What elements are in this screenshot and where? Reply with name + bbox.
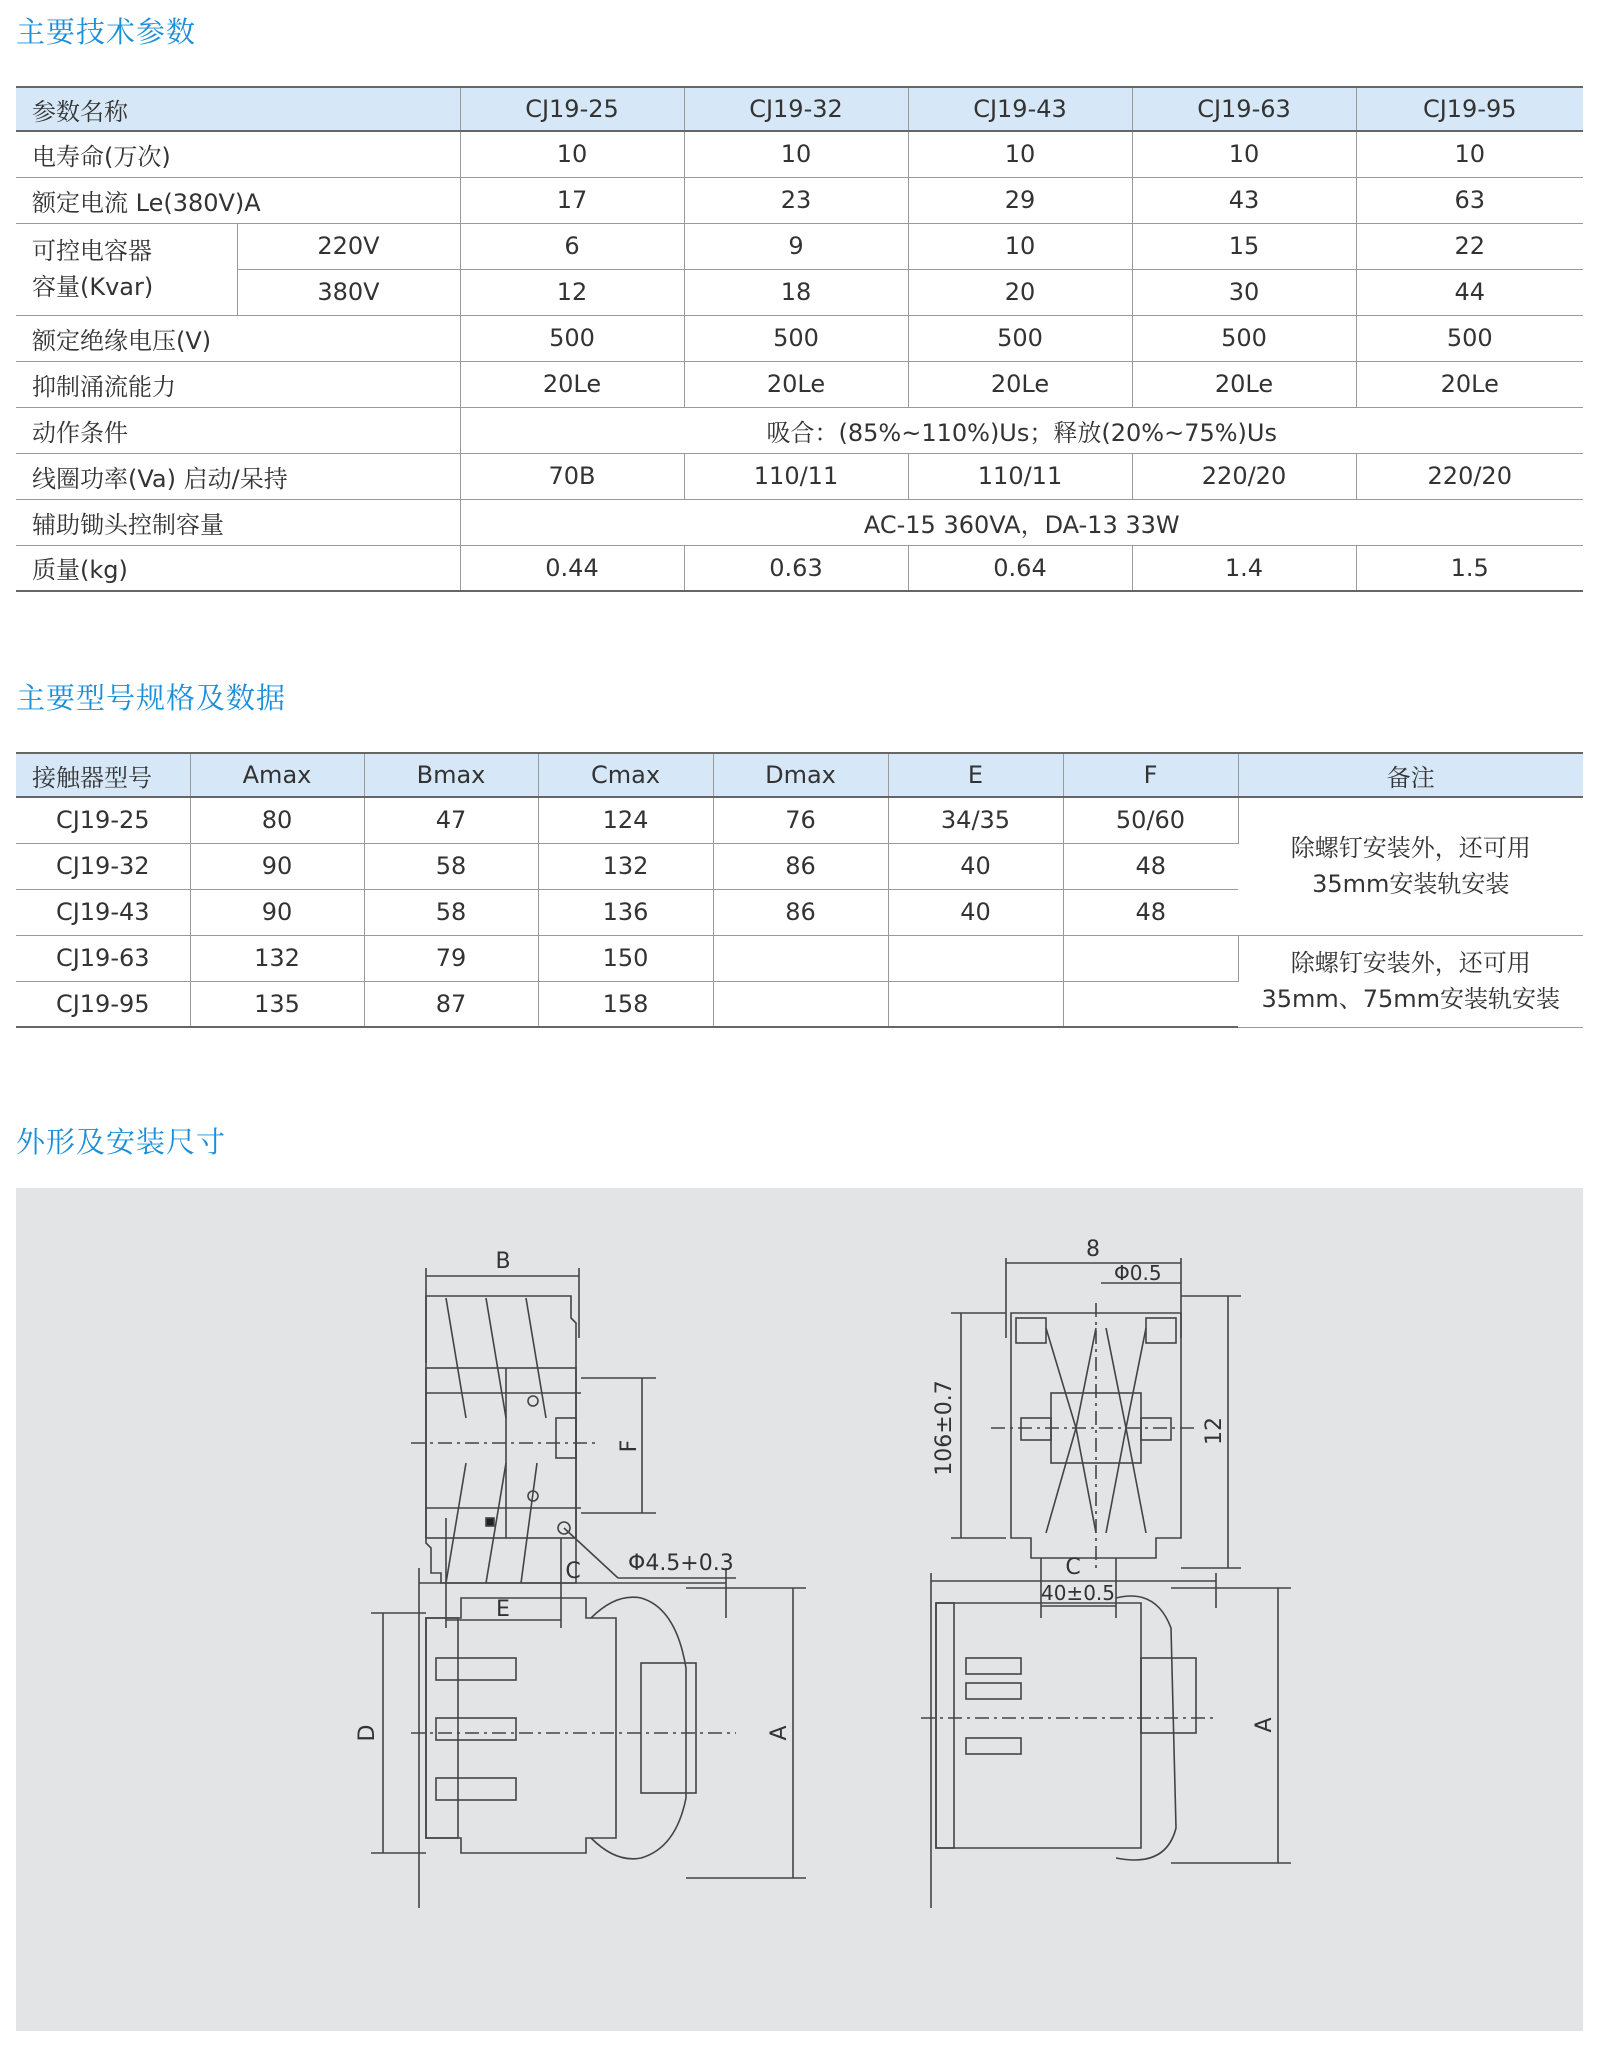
dim-label-f: F xyxy=(617,1439,642,1453)
table-row xyxy=(16,545,1583,591)
row-label: 动作条件 xyxy=(16,407,460,453)
bottom-right-drawing xyxy=(921,1573,1291,1908)
dim-label-c1: C xyxy=(565,1559,581,1584)
cell: 1.4 xyxy=(1132,545,1356,591)
cell: 44 xyxy=(1356,269,1583,315)
cell: 0.64 xyxy=(908,545,1132,591)
dim-label-phi05: Φ0.5 xyxy=(1114,1261,1162,1285)
row-label-capacity xyxy=(16,223,237,315)
table-row xyxy=(16,223,1583,269)
note-line: 除螺钉安装外，还可用 xyxy=(1290,834,1531,863)
params-header-name: 参数名称 xyxy=(16,87,460,131)
cell: 40 xyxy=(888,889,1063,935)
params-header-col: CJ19-43 xyxy=(908,87,1132,131)
note-line: 35mm安装轨安装 xyxy=(1312,870,1510,899)
dim-label-d: D xyxy=(355,1724,380,1742)
cell: 90 xyxy=(190,843,364,889)
dim-label-e: E xyxy=(496,1597,510,1622)
cell: 87 xyxy=(364,981,538,1027)
dim-label-c2: C xyxy=(1065,1555,1081,1580)
dim-label-a2: A xyxy=(1252,1717,1277,1733)
cell: 124 xyxy=(538,797,713,843)
models-header-col: F xyxy=(1063,753,1238,797)
cell: 20Le xyxy=(460,361,684,407)
cell: 10 xyxy=(460,131,684,177)
cell: 80 xyxy=(190,797,364,843)
dims-section-title: 外形及安装尺寸 xyxy=(16,1125,227,1159)
cell: 48 xyxy=(1063,889,1238,935)
cell: 1.5 xyxy=(1356,545,1583,591)
cell xyxy=(1063,981,1238,1027)
cell: 136 xyxy=(538,889,713,935)
params-header-col: CJ19-95 xyxy=(1356,87,1583,131)
params-header-col: CJ19-25 xyxy=(460,87,684,131)
models-header-col: 接触器型号 xyxy=(16,753,190,797)
cell xyxy=(888,981,1063,1027)
row-label: 线圈功率(Va) 启动/呆持 xyxy=(16,453,460,499)
cell: 30 xyxy=(1132,269,1356,315)
cell: 86 xyxy=(713,889,888,935)
cell: CJ19-95 xyxy=(16,981,190,1027)
cell: 90 xyxy=(190,889,364,935)
table-row xyxy=(16,269,1583,315)
models-table xyxy=(16,752,1583,1028)
dim-label-right-h: 12 xyxy=(1202,1417,1227,1445)
table-row xyxy=(16,407,1583,453)
capacity-label-line1: 可控电容器 xyxy=(32,237,152,265)
cell: 20Le xyxy=(908,361,1132,407)
cell: 500 xyxy=(1356,315,1583,361)
dim-label-bottom-w: 40±0.5 xyxy=(1040,1581,1116,1605)
cell: 500 xyxy=(1132,315,1356,361)
cell: 48 xyxy=(1063,843,1238,889)
cell: 15 xyxy=(1132,223,1356,269)
row-label: 电寿命(万次) xyxy=(16,131,460,177)
row-label: 额定绝缘电压(V) xyxy=(16,315,460,361)
cell: 86 xyxy=(713,843,888,889)
cell: 76 xyxy=(713,797,888,843)
cell: 43 xyxy=(1132,177,1356,223)
params-header-col: CJ19-32 xyxy=(684,87,908,131)
cell: 10 xyxy=(1132,131,1356,177)
cell: 58 xyxy=(364,843,538,889)
note-line: 除螺钉安装外，还可用 xyxy=(1290,949,1531,977)
table-row xyxy=(16,361,1583,407)
cell: 10 xyxy=(1356,131,1583,177)
cell: 150 xyxy=(538,935,713,981)
merged-cell: AC-15 360VA，DA-13 33W xyxy=(460,499,1583,545)
cell: 500 xyxy=(460,315,684,361)
row-label: 质量(kg) xyxy=(16,545,460,591)
capacity-label-line2: 容量(Kvar) xyxy=(32,273,154,301)
cell xyxy=(713,981,888,1027)
cell: 58 xyxy=(364,889,538,935)
cell: 20Le xyxy=(1356,361,1583,407)
cell: 500 xyxy=(684,315,908,361)
cell: 79 xyxy=(364,935,538,981)
cell: 20 xyxy=(908,269,1132,315)
table-row xyxy=(16,797,1583,843)
models-header-col: Dmax xyxy=(713,753,888,797)
cell xyxy=(1063,935,1238,981)
cell: CJ19-63 xyxy=(16,935,190,981)
dim-label-b: B xyxy=(495,1249,511,1274)
table-row xyxy=(16,177,1583,223)
cell: CJ19-43 xyxy=(16,889,190,935)
cell: 500 xyxy=(908,315,1132,361)
bottom-left-drawing xyxy=(371,1568,806,1908)
table-row xyxy=(16,453,1583,499)
cell xyxy=(713,935,888,981)
cell xyxy=(888,935,1063,981)
cell: 20Le xyxy=(684,361,908,407)
sub-label: 380V xyxy=(237,269,460,315)
models-header-col: Bmax xyxy=(364,753,538,797)
cell: 47 xyxy=(364,797,538,843)
table-row xyxy=(16,935,1583,981)
cell: 34/35 xyxy=(888,797,1063,843)
row-label: 辅助锄头控制容量 xyxy=(16,499,460,545)
note-cell xyxy=(1238,935,1583,1027)
models-header-row xyxy=(16,753,1583,797)
cell: 12 xyxy=(460,269,684,315)
dim-label-height: 106±0.7 xyxy=(932,1380,957,1476)
table-row xyxy=(16,131,1583,177)
models-header-col: 备注 xyxy=(1238,753,1583,797)
models-section-title: 主要型号规格及数据 xyxy=(16,681,287,715)
row-label: 抑制涌流能力 xyxy=(16,361,460,407)
dim-label-top-width: 8 xyxy=(1086,1237,1100,1262)
cell: 135 xyxy=(190,981,364,1027)
cell: 63 xyxy=(1356,177,1583,223)
cell: 158 xyxy=(538,981,713,1027)
models-header-col: Amax xyxy=(190,753,364,797)
dim-label-hole: Φ4.5+0.3 xyxy=(628,1551,734,1576)
cell: 29 xyxy=(908,177,1132,223)
cell: 110/11 xyxy=(684,453,908,499)
models-header-col: E xyxy=(888,753,1063,797)
note-line: 35mm、75mm安装轨安装 xyxy=(1261,985,1561,1013)
cell: 70B xyxy=(460,453,684,499)
cell: CJ19-25 xyxy=(16,797,190,843)
params-header-col: CJ19-63 xyxy=(1132,87,1356,131)
params-table xyxy=(16,86,1583,592)
cell: 132 xyxy=(190,935,364,981)
cell: 220/20 xyxy=(1132,453,1356,499)
note-cell xyxy=(1238,797,1583,935)
cell: 132 xyxy=(538,843,713,889)
models-header-col: Cmax xyxy=(538,753,713,797)
table-row xyxy=(16,315,1583,361)
cell: 40 xyxy=(888,843,1063,889)
drawings-svg xyxy=(16,1188,1583,2031)
row-label: 额定电流 Le(380V)A xyxy=(16,177,460,223)
cell: 10 xyxy=(684,131,908,177)
cell: CJ19-32 xyxy=(16,843,190,889)
sub-label: 220V xyxy=(237,223,460,269)
cell: 10 xyxy=(908,131,1132,177)
cell: 110/11 xyxy=(908,453,1132,499)
cell: 9 xyxy=(684,223,908,269)
cell: 17 xyxy=(460,177,684,223)
cell: 18 xyxy=(684,269,908,315)
merged-cell: 吸合：(85%~110%)Us；释放(20%~75%)Us xyxy=(460,407,1583,453)
cell: 0.44 xyxy=(460,545,684,591)
dim-label-a1: A xyxy=(767,1725,792,1741)
cell: 23 xyxy=(684,177,908,223)
cell: 220/20 xyxy=(1356,453,1583,499)
cell: 10 xyxy=(908,223,1132,269)
cell: 0.63 xyxy=(684,545,908,591)
side-view-drawing xyxy=(951,1258,1241,1618)
table-row xyxy=(16,499,1583,545)
cell: 20Le xyxy=(1132,361,1356,407)
dimension-drawings xyxy=(16,1188,1583,2031)
params-section-title: 主要技术参数 xyxy=(16,15,197,49)
cell: 50/60 xyxy=(1063,797,1238,843)
params-header-row xyxy=(16,87,1583,131)
cell: 6 xyxy=(460,223,684,269)
cell: 22 xyxy=(1356,223,1583,269)
